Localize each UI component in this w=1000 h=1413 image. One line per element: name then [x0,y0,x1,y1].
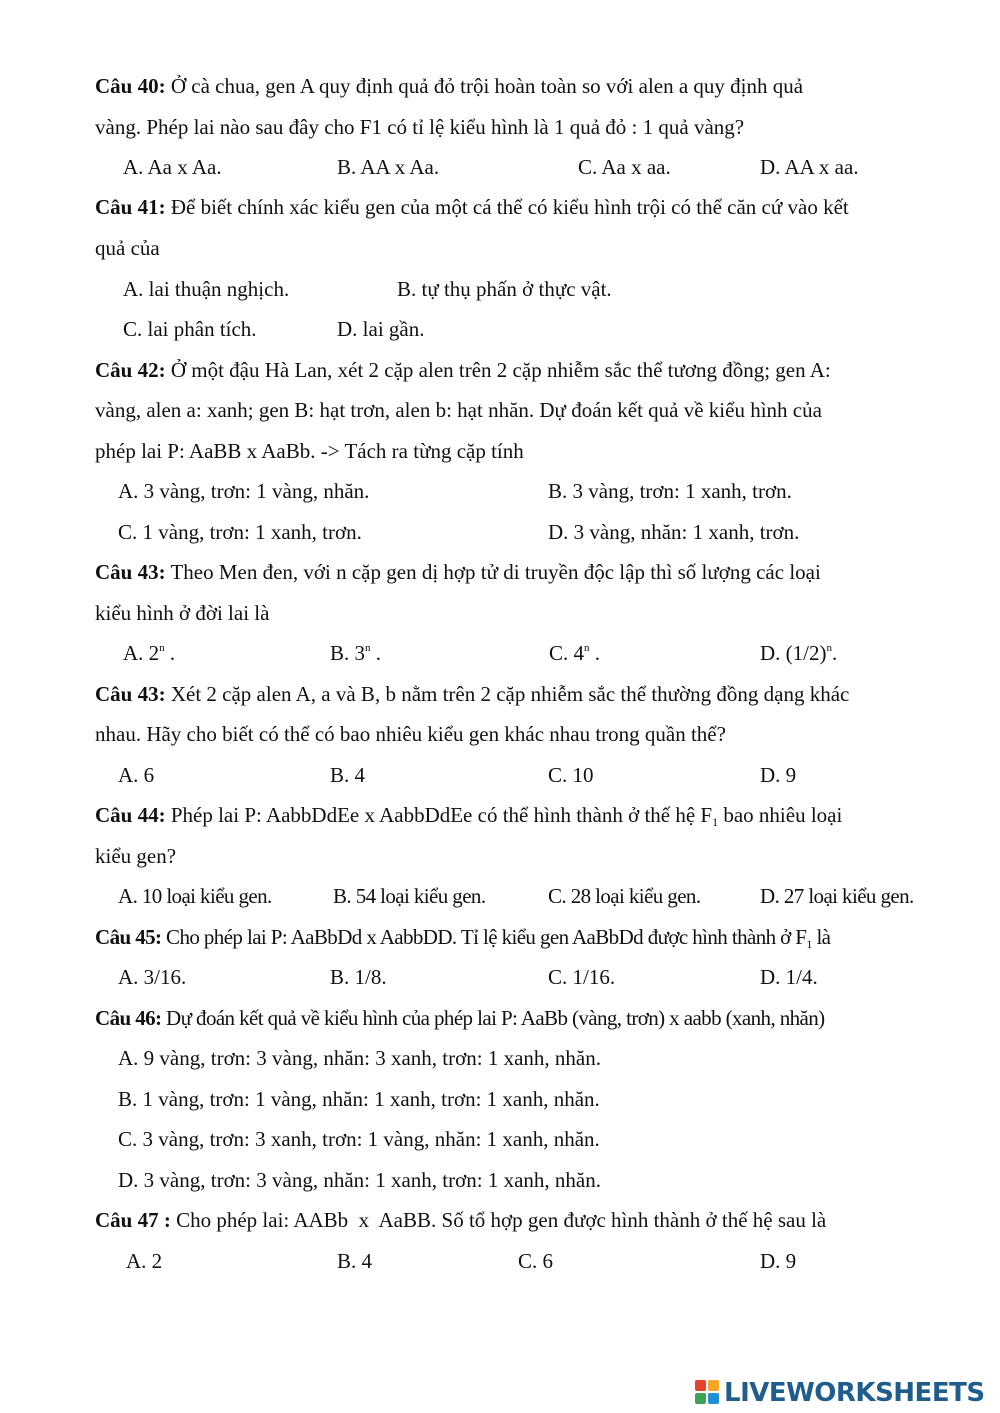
q40-line-1 [95,73,803,99]
q47-option-d[interactable]: D. 9 [760,1249,797,1273]
q43b-option-a[interactable]: A. 6 [118,763,155,787]
q43b-option-c[interactable]: C. 10 [548,763,594,787]
q43a-option-c-base: C. 4 [549,641,585,665]
q41-text-1: Để biết chính xác kiểu gen của một cá thể có kiểu hình trội có thể căn cứ vào kết [165,195,849,219]
q47-label: Câu 47 : [95,1208,171,1232]
q42-line-1 [95,357,831,383]
q44-option-c[interactable]: C. 28 loại kiểu gen. [548,884,701,908]
q45-option-c[interactable]: C. 1/16. [548,965,616,989]
q41-option-b[interactable]: B. tự thụ phấn ở thực vật. [397,277,612,301]
q45-text-1-end: là [811,925,831,949]
q43a-option-d[interactable] [760,640,837,666]
q46-option-c[interactable]: C. 3 vàng, trơn: 3 xanh, trơn: 1 vàng, nhăn: 1 xanh, nhăn. [118,1127,600,1151]
q40-option-b[interactable]: B. AA x Aa. [337,155,440,179]
q44-option-d[interactable]: D. 27 loại kiểu gen. [760,884,914,908]
q40-option-d[interactable]: D. AA x aa. [760,155,859,179]
q43b-text-1: Xét 2 cặp alen A, a và B, b nằm trên 2 cặp nhiễm sắc thể thường đồng dạng khác [165,682,850,706]
q42-option-a[interactable]: A. 3 vàng, trơn: 1 vàng, nhăn. [118,479,370,503]
q47-line-1 [95,1207,826,1233]
q43b-label: Câu 43: [95,682,166,706]
q42-option-b[interactable]: B. 3 vàng, trơn: 1 xanh, trơn. [548,479,792,503]
q43a-option-a-exp: n [159,642,165,654]
q44-text-1-end: bao nhiêu loại [718,803,843,827]
q44-text-1: Phép lai P: AabbDdEe x AabbDdEe có thể hình thành ở thế hệ F [165,803,713,827]
q43a-option-d-base: D. (1/2) [760,641,827,665]
q46-option-b[interactable]: B. 1 vàng, trơn: 1 vàng, nhăn: 1 xanh, trơn: 1 xanh, nhăn. [118,1087,600,1111]
liveworksheets-logo-icon [695,1380,721,1406]
q41-option-c[interactable]: C. lai phân tích. [123,317,257,341]
q43a-option-c-end: . [589,641,601,665]
q46-text-1: Dự đoán kết quả về kiểu hình của phép lai P: AaBb (vàng, trơn) x aabb (xanh, nhăn) [161,1006,825,1030]
q42-line-2: vàng, alen a: xanh; gen B: hạt trơn, alen b: hạt nhăn. Dự đoán kết quả về kiểu hình của [95,398,822,422]
q43a-line-2: kiểu hình ở đời lai là [95,601,270,625]
q41-label: Câu 41: [95,195,166,219]
liveworksheets-logo[interactable] [695,1378,985,1408]
q40-text-1: Ở cà chua, gen A quy định quả đỏ trội hoàn toàn so với alen a quy định quả [165,74,804,98]
q42-option-d[interactable]: D. 3 vàng, nhăn: 1 xanh, trơn. [548,520,800,544]
q43b-option-b[interactable]: B. 4 [330,763,366,787]
q43a-label: Câu 43: [95,560,166,584]
q43a-option-b-exp: n [365,642,371,654]
liveworksheets-logo-text: LIVEWORKSHEETS [724,1378,985,1408]
q41-option-a[interactable]: A. lai thuận nghịch. [123,277,290,301]
q43a-option-b-end: . [370,641,382,665]
q43a-option-b[interactable] [330,640,381,666]
q43b-line-1 [95,681,849,707]
q42-text-1: Ở một đậu Hà Lan, xét 2 cặp alen trên 2 cặp nhiễm sắc thể tương đồng; gen A: [165,358,831,382]
q42-label: Câu 42: [95,358,166,382]
q44-subscript: 1 [712,815,719,829]
q43a-option-d-end: . [832,641,838,665]
q45-label: Câu 45: [95,925,162,949]
q47-text-1: Cho phép lai: AABb x AaBB. Số tổ hợp gen được hình thành ở thế hệ sau là [170,1208,827,1232]
q43a-option-b-base: B. 3 [330,641,366,665]
q43a-option-d-exp: n [826,642,832,654]
q44-option-b[interactable]: B. 54 loại kiểu gen. [333,884,486,908]
q41-line-1 [95,194,849,220]
q44-option-a[interactable]: A. 10 loại kiểu gen. [118,884,272,908]
q46-option-d[interactable]: D. 3 vàng, trơn: 3 vàng, nhăn: 1 xanh, trơn: 1 xanh, nhăn. [118,1168,601,1192]
q43b-line-2: nhau. Hãy cho biết có thể có bao nhiêu kiểu gen khác nhau trong quần thể? [95,722,726,746]
q44-line-1 [95,802,842,828]
q42-line-3: phép lai P: AaBB x AaBb. -> Tách ra từng cặp tính [95,439,524,463]
q41-line-2: quả của [95,236,160,260]
q40-label: Câu 40: [95,74,166,98]
q45-option-b[interactable]: B. 1/8. [330,965,387,989]
q43a-line-1 [95,559,821,585]
q41-option-d[interactable]: D. lai gần. [337,317,425,341]
q43a-option-a-end: . [164,641,176,665]
q45-option-a[interactable]: A. 3/16. [118,965,187,989]
q40-line-2: vàng. Phép lai nào sau đây cho F1 có tỉ lệ kiểu hình là 1 quả đỏ : 1 quả vàng? [95,115,745,139]
q47-option-c[interactable]: C. 6 [518,1249,554,1273]
q45-option-d[interactable]: D. 1/4. [760,965,818,989]
q42-option-c[interactable]: C. 1 vàng, trơn: 1 xanh, trơn. [118,520,362,544]
q46-line-1 [95,1005,825,1031]
q46-label: Câu 46: [95,1006,162,1030]
q44-line-2: kiểu gen? [95,844,177,868]
q43a-option-c[interactable] [549,640,600,666]
q46-option-a[interactable]: A. 9 vàng, trơn: 3 vàng, nhăn: 3 xanh, trơn: 1 xanh, nhăn. [118,1046,601,1070]
q45-text-1: Cho phép lai P: AaBbDd x AabbDD. Tỉ lệ kiểu gen AaBbDd được hình thành ở F [161,925,807,949]
q43a-option-a-base: A. 2 [123,641,160,665]
q43a-text-1: Theo Men đen, với n cặp gen dị hợp tử di truyền độc lập thì số lượng các loại [165,560,821,584]
q43a-option-c-exp: n [584,642,590,654]
q44-label: Câu 44: [95,803,166,827]
q40-option-c[interactable]: C. Aa x aa. [578,155,671,179]
q43a-option-a[interactable] [123,640,175,666]
q47-option-b[interactable]: B. 4 [337,1249,373,1273]
q45-line-1 [95,924,830,950]
q47-option-a[interactable]: A. 2 [126,1249,163,1273]
q40-option-a[interactable]: A. Aa x Aa. [123,155,222,179]
q45-subscript: 1 [806,937,812,951]
q43b-option-d[interactable]: D. 9 [760,763,797,787]
